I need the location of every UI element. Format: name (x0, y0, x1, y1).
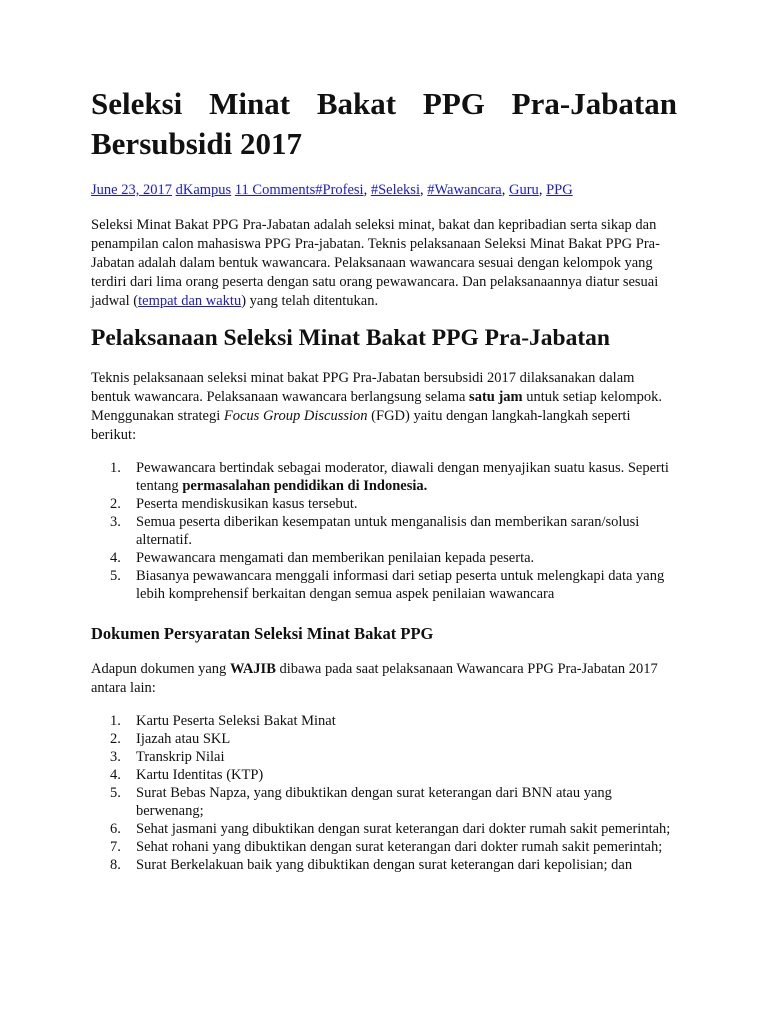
list-item-text: Kartu Peserta Seleksi Bakat Minat (136, 713, 336, 729)
list-item (91, 784, 677, 820)
list-item-text: Biasanya pewawancara menggali informasi dari setiap peserta untuk melengkapi data yang lebih komprehensif berkaitan dengan semua aspek penilaian wawancara (136, 568, 665, 602)
list-number: 1. (110, 713, 121, 729)
list-item-text: Sehat jasmani yang dibuktikan dengan surat keterangan dari dokter rumah sakit pemerintah; (136, 821, 671, 837)
list-item-text: Ijazah atau SKL (136, 731, 231, 747)
list-item-text: Surat Berkelakuan baik yang dibuktikan dengan surat keterangan dari kepolisian; dan (136, 857, 633, 873)
para-text: Teknis pelaksanaan seleksi minat bakat PPG Pra-Jabatan bersubsidi 2017 dilaksanakan dalam bentuk wawancara. Pelaksanaan wawancara berlangsung selama (91, 370, 635, 405)
intro-text: Seleksi Minat Bakat PPG Pra-Jabatan adalah seleksi minat, bakat dan kepribadian serta sikap dan penampilan calon mahasiswa PPG Pra-jabatan. Teknis pelaksanaan Seleksi Minat Bakat PPG Pra-Jabatan adalah dalam bentuk wawancara. Pelaksanaan wawancara sesuai dengan kelompok yang terdiri dari lima orang peserta dengan satu orang pewawancara. Dan pelaksanaannya diatur sesuai jadwal ( (91, 217, 660, 309)
list-item (91, 567, 677, 603)
para-text: untuk setiap kelompok. Menggunakan strategi (91, 389, 662, 424)
list-item (91, 549, 677, 567)
para-text: dibawa pada saat pelaksanaan Wawancara PPG Pra-Jabatan 2017 antara lain: (91, 661, 658, 696)
list-number: 4. (110, 767, 121, 783)
para-text: Adapun dokumen yang (91, 661, 230, 677)
list-number: 4. (110, 550, 121, 566)
list-item-text: Pewawancara bertindak sebagai moderator, diawali dengan menyajikan suatu kasus. Seperti tentang (136, 460, 669, 494)
list-number: 7. (110, 839, 121, 855)
article-meta: June 23, 2017 dKampus 11 Comments#Profesi, #Seleksi, #Wawancara, Guru, PPG (91, 182, 573, 198)
comments-link[interactable]: 11 Comments (234, 182, 316, 198)
fgd-steps-list (91, 459, 677, 603)
list-item-text: Peserta mendiskusikan kasus tersebut. (136, 496, 358, 512)
list-item-text: Semua peserta diberikan kesempatan untuk menganalisis dan memberikan saran/solusi alternatif. (136, 514, 640, 548)
para-text: (FGD) yaitu dengan langkah-langkah seperti berikut: (91, 408, 631, 443)
intro-text-end: ) yang telah ditentukan. (241, 293, 379, 309)
list-item (91, 730, 677, 748)
dokumen-paragraph (91, 660, 677, 698)
para-bold: satu jam (469, 389, 523, 405)
list-item-bold: permasalahan pendidikan di Indonesia. (182, 478, 428, 494)
list-number: 1. (110, 460, 121, 476)
list-item-text: Surat Bebas Napza, yang dibuktikan dengan surat keterangan dari BNN atau yang berwenang; (136, 785, 612, 819)
section-heading-pelaksanaan: Pelaksanaan Seleksi Minat Bakat PPG Pra-Jabatan (91, 325, 610, 351)
list-item (91, 495, 677, 513)
article-title: Seleksi Minat Bakat PPG Pra-Jabatan Bersubsidi 2017 (91, 86, 677, 161)
tag-link-wawancara[interactable]: #Wawancara (427, 182, 502, 198)
list-item (91, 459, 677, 495)
list-number: 3. (110, 749, 121, 765)
list-item (91, 838, 677, 856)
list-number: 2. (110, 731, 121, 747)
para-bold: WAJIB (229, 661, 276, 677)
list-item (91, 513, 677, 549)
list-item (91, 712, 677, 730)
list-number: 6. (110, 821, 121, 837)
list-item (91, 856, 677, 874)
list-number: 5. (110, 785, 121, 801)
list-number: 8. (110, 857, 121, 873)
list-item (91, 820, 677, 838)
category-link-ppg[interactable]: PPG (546, 182, 573, 198)
list-item (91, 766, 677, 784)
author-link[interactable]: dKampus (175, 182, 232, 198)
list-number: 3. (110, 514, 121, 530)
list-item-text: Transkrip Nilai (136, 749, 225, 765)
date-link[interactable]: June 23, 2017 (91, 182, 172, 198)
para-italic: Focus Group Discussion (223, 408, 368, 424)
list-item-text: Sehat rohani yang dibuktikan dengan surat keterangan dari dokter rumah sakit pemerintah; (136, 839, 663, 855)
list-item-text: Pewawancara mengamati dan memberikan penilaian kepada peserta. (136, 550, 535, 566)
list-number: 5. (110, 568, 121, 584)
tag-link-seleksi[interactable]: #Seleksi (370, 182, 420, 198)
list-number: 2. (110, 496, 121, 512)
schedule-link[interactable]: tempat dan waktu (138, 293, 242, 309)
section-heading-dokumen: Dokumen Persyaratan Seleksi Minat Bakat PPG (91, 624, 434, 643)
tag-link-profesi[interactable]: #Profesi (315, 182, 364, 198)
category-link-guru[interactable]: Guru (509, 182, 539, 198)
list-item-text: Kartu Identitas (KTP) (136, 767, 264, 783)
intro-paragraph (91, 216, 677, 311)
list-item (91, 748, 677, 766)
documents-list (91, 712, 677, 874)
pelaksanaan-paragraph (91, 369, 677, 445)
